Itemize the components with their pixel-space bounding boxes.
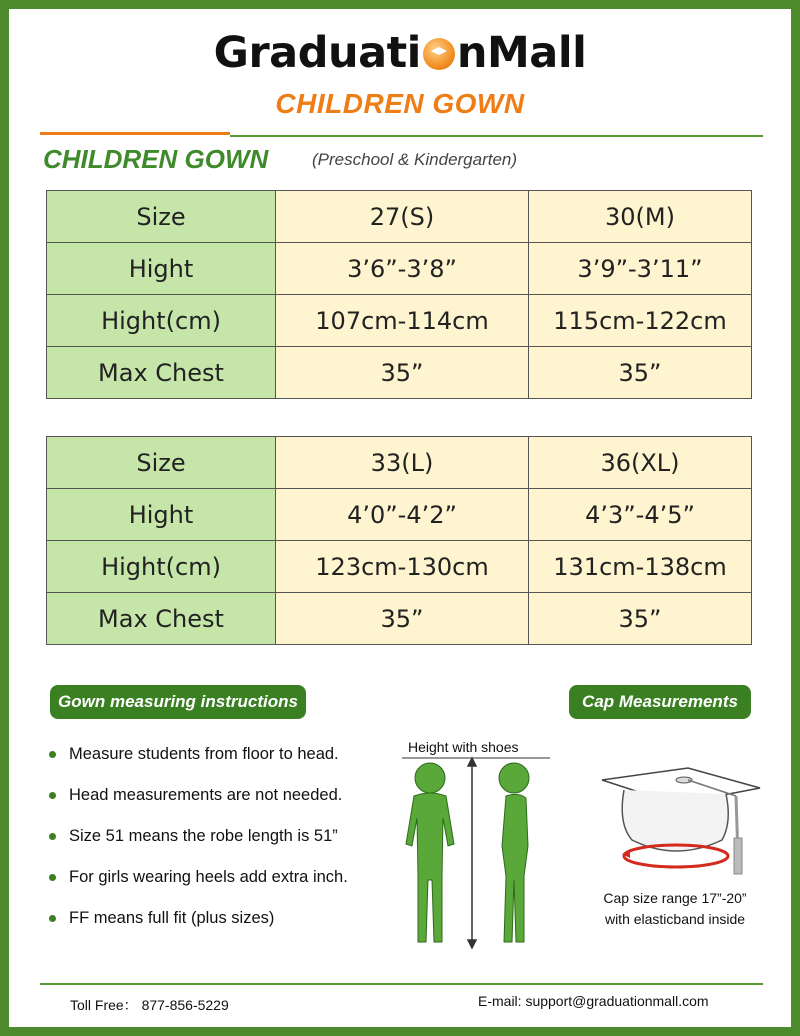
list-item — [48, 824, 348, 865]
page-subtitle: CHILDREN GOWN — [275, 88, 525, 119]
size-cell: 33(L) — [276, 437, 529, 489]
table-row — [47, 437, 752, 489]
height-cm-cell: 131cm-138cm — [529, 541, 752, 593]
row-label: Size — [47, 191, 276, 243]
cap-size-note — [560, 888, 790, 930]
list-item-text: For girls wearing heels add extra inch. — [69, 868, 348, 886]
row-label: Hight(cm) — [47, 295, 276, 347]
orange-divider — [40, 132, 230, 135]
size-table-2 — [46, 436, 752, 645]
child-height-figure — [402, 756, 562, 952]
bullet-icon — [49, 751, 56, 758]
height-cell: 4’0”-4’2” — [276, 489, 529, 541]
instructions-list — [48, 742, 348, 947]
list-item-text: FF means full fit (plus sizes) — [69, 909, 275, 927]
table-row — [47, 541, 752, 593]
height-cm-cell: 115cm-122cm — [529, 295, 752, 347]
bullet-icon — [49, 915, 56, 922]
brand-name-part1: Graduati — [213, 28, 421, 78]
chest-cell: 35” — [276, 593, 529, 645]
chest-cell: 35” — [529, 347, 752, 399]
table-row — [47, 489, 752, 541]
list-item — [48, 906, 348, 947]
toll-free-number: Toll Free： 877-856-5229 — [70, 997, 229, 1013]
list-item-text: Measure students from floor to head. — [69, 745, 339, 763]
table-row — [47, 593, 752, 645]
height-cm-cell: 107cm-114cm — [276, 295, 529, 347]
graduation-cap-icon — [423, 38, 455, 70]
height-arrow-icon — [468, 758, 476, 948]
size-cell: 36(XL) — [529, 437, 752, 489]
instructions-heading: Gown measuring instructions — [50, 685, 306, 719]
table-row — [47, 295, 752, 347]
chest-cell: 35” — [529, 593, 752, 645]
child-front-icon — [406, 763, 454, 942]
list-item — [48, 742, 348, 783]
footer-divider — [40, 983, 763, 985]
list-item — [48, 865, 348, 906]
height-cell: 3’6”-3’8” — [276, 243, 529, 295]
list-item — [48, 783, 348, 824]
row-label: Hight(cm) — [47, 541, 276, 593]
cap-elastic-note: with elasticband inside — [604, 911, 746, 927]
list-item-text: Head measurements are not needed. — [69, 786, 343, 804]
graduation-cap-figure — [596, 766, 766, 886]
chest-cell: 35” — [276, 347, 529, 399]
green-divider — [230, 135, 763, 137]
size-cell: 27(S) — [276, 191, 529, 243]
height-with-shoes-label: Height with shoes — [408, 739, 519, 755]
row-label: Hight — [47, 243, 276, 295]
section-title: CHILDREN GOWN — [43, 144, 269, 174]
cap-heading: Cap Measurements — [569, 685, 751, 719]
support-email: E-mail: support@graduationmall.com — [478, 993, 709, 1009]
child-side-icon — [499, 763, 529, 942]
section-subtitle: (Preschool & Kindergarten) — [312, 150, 518, 169]
bullet-icon — [49, 874, 56, 881]
list-item-text: Size 51 means the robe length is 51” — [69, 827, 338, 845]
size-table-1 — [46, 190, 752, 399]
cap-size-range: Cap size range 17”-20” — [603, 890, 747, 906]
height-cell: 3’9”-3’11” — [529, 243, 752, 295]
height-cm-cell: 123cm-130cm — [276, 541, 529, 593]
bullet-icon — [49, 792, 56, 799]
bullet-icon — [49, 833, 56, 840]
table-row — [47, 243, 752, 295]
height-cell: 4’3”-4’5” — [529, 489, 752, 541]
row-label: Hight — [47, 489, 276, 541]
row-label: Max Chest — [47, 593, 276, 645]
brand-logo — [0, 28, 800, 78]
brand-name-part2: nMall — [456, 28, 587, 78]
size-cell: 30(M) — [529, 191, 752, 243]
row-label: Max Chest — [47, 347, 276, 399]
table-row — [47, 347, 752, 399]
table-row — [47, 191, 752, 243]
row-label: Size — [47, 437, 276, 489]
